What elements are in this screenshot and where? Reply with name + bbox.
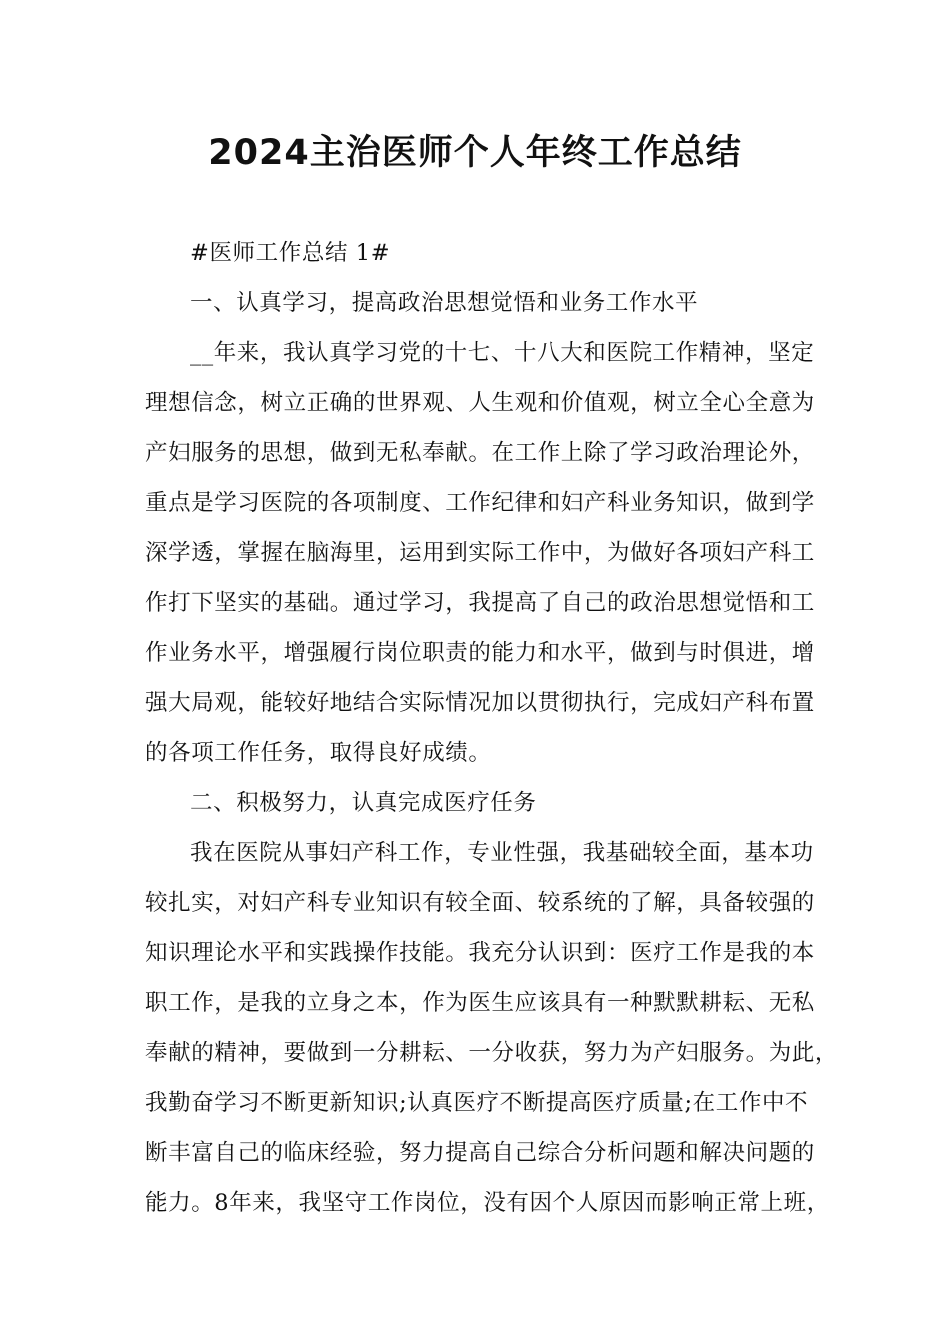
- paragraph-line: 深学透，掌握在脑海里，运用到实际工作中，为做好各项妇产科工: [145, 540, 815, 566]
- paragraph-line: 强大局观，能较好地结合实际情况加以贯彻执行，完成妇产科布置: [145, 690, 815, 716]
- paragraph-line: 较扎实，对妇产科专业知识有较全面、较系统的了解，具备较强的: [145, 890, 815, 916]
- document-title: 2024主治医师个人年终工作总结: [208, 133, 742, 173]
- paragraph-line: 理想信念，树立正确的世界观、人生观和价值观，树立全心全意为: [145, 390, 815, 416]
- paragraph-line: 的各项工作任务，取得良好成绩。: [145, 740, 492, 766]
- paragraph-line: #医师工作总结 1#: [190, 240, 391, 266]
- document-body: [145, 228, 839, 1228]
- paragraph-line: 一、认真学习，提高政治思想觉悟和业务工作水平: [190, 290, 699, 316]
- paragraph-line: 知识理论水平和实践操作技能。我充分认识到：医疗工作是我的本: [145, 940, 815, 966]
- paragraph-line: __年来，我认真学习党的十七、十八大和医院工作精神，坚定: [190, 340, 815, 366]
- paragraph-line: 我勤奋学习不断更新知识;认真医疗不断提高医疗质量;在工作中不: [145, 1090, 809, 1116]
- paragraph-line: 重点是学习医院的各项制度、工作纪律和妇产科业务知识，做到学: [145, 490, 815, 516]
- paragraph-line: 作打下坚实的基础。通过学习，我提高了自己的政治思想觉悟和工: [145, 590, 815, 616]
- paragraph-line: 奉献的精神，要做到一分耕耘、一分收获，努力为产妇服务。为此，: [145, 1040, 839, 1066]
- paragraph-line: 作业务水平，增强履行岗位职责的能力和水平，做到与时俱进，增: [145, 640, 815, 666]
- paragraph-line: 职工作，是我的立身之本，作为医生应该具有一种默默耕耘、无私: [145, 990, 815, 1016]
- paragraph-line: 断丰富自己的临床经验，努力提高自己综合分析问题和解决问题的: [145, 1140, 815, 1166]
- paragraph-line: 二、积极努力，认真完成医疗任务: [190, 790, 537, 816]
- paragraph-line: 产妇服务的思想，做到无私奉献。在工作上除了学习政治理论外，: [145, 440, 815, 466]
- paragraph-line: 我在医院从事妇产科工作，专业性强，我基础较全面，基本功: [190, 840, 814, 866]
- paragraph-line: 能力。8年来，我坚守工作岗位，没有因个人原因而影响正常上班，: [145, 1190, 830, 1216]
